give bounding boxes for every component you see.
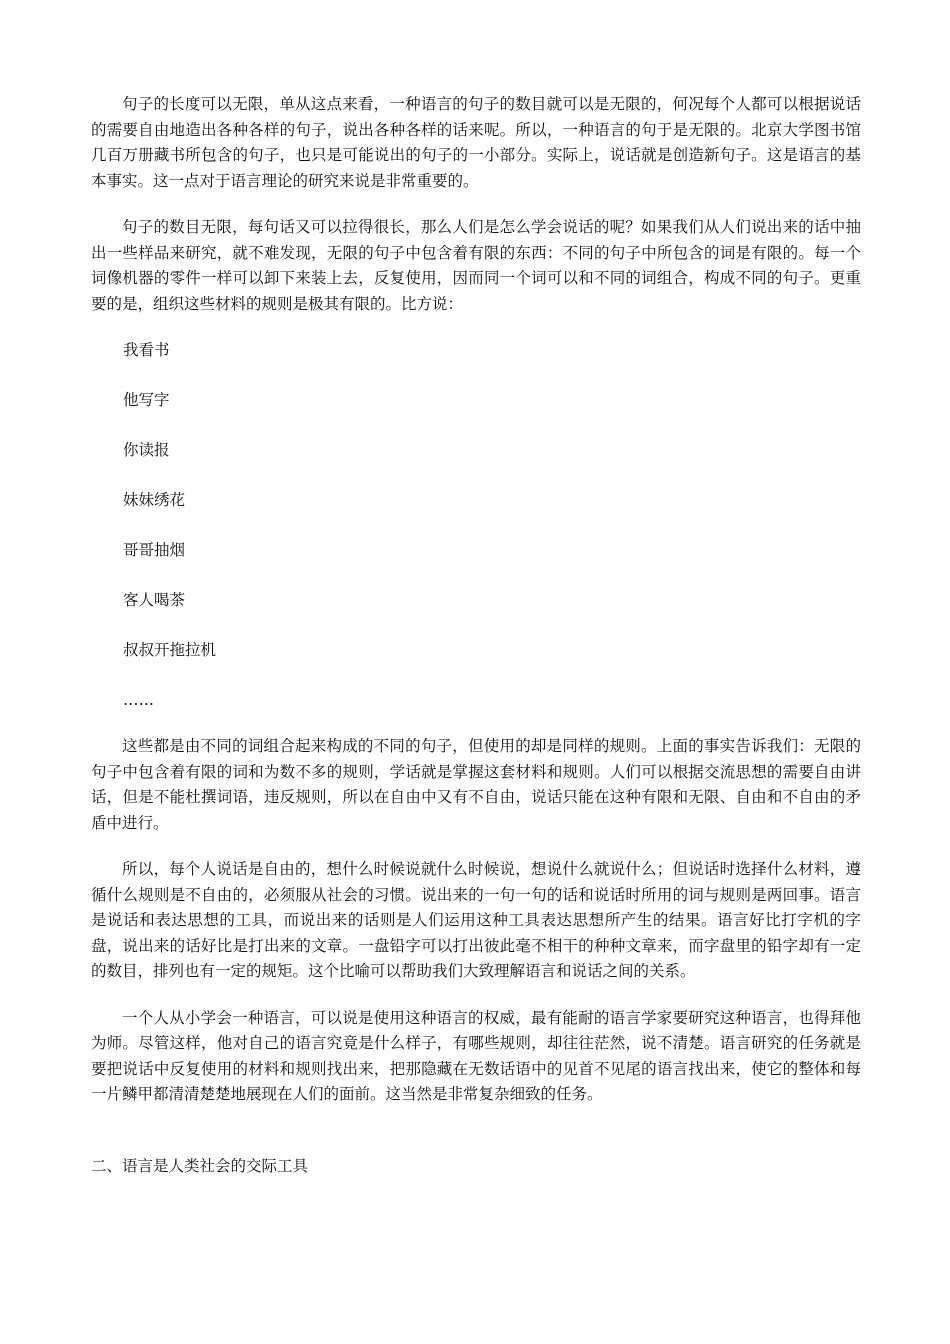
section-heading: 二、语言是人类社会的交际工具 — [91, 1156, 309, 1175]
paragraph-2: 句子的数目无限，每句话又可以拉得很长，那么人们是怎么学会说话的呢？如果我们从人们说出来的话中抽出一些样品来研究，就不难发现，无限的句子中包含着有限的东西：不同的句子中所包含的词是有限的。每一个词像机器的零件一样可以卸下来装上去，反复使用，因而同一个词可以和不同的词组合，构成不同的句子。更重要的是，组织这些材料的规则是极其有限的。比方说： — [91, 218, 861, 313]
example-sentence: 客人喝茶 — [123, 591, 186, 609]
example-sentence: 他写字 — [123, 391, 170, 409]
paragraph-1: 句子的长度可以无限，单从这点来看，一种语言的句子的数目就可以是无限的，何况每个人都可以根据说话的需要自由地造出各种各样的句子，说出各种各样的话来呢。所以，一种语言的句于是无限的。北京大学图书馆几百万册藏书所包含的句子，也只是可能说出的句子的一小部分。实际上，说话就是创造新句子。这是语言的基本事实。这一点对于语言理论的研究来说是非常重要的。 — [91, 95, 861, 190]
example-sentence: 哥哥抽烟 — [123, 541, 186, 559]
example-sentence: 叔叔开拖拉机 — [123, 641, 217, 659]
example-sentence: 妹妹绣花 — [123, 491, 186, 509]
paragraph-4: 所以，每个人说话是自由的，想什么时候说就什么时候说，想说什么就说什么；但说话时选择什么材料，遵循什么规则是不自由的，必须服从社会的习惯。说出来的一句一句的话和说话时所用的词与规则是两回事。语言是说话和表达思想的工具，而说出来的话则是人们运用这种工具表达思想所产生的结果。语言好比打字机的字盘，说出来的话好比是打出来的文章。一盘铅字可以打出彼此毫不相干的种种文章来，而字盘里的铅字却有一定的数目，排列也有一定的规矩。这个比喻可以帮助我们大致理解语言和说话之间的关系。 — [91, 860, 861, 980]
paragraph-5: 一个人从小学会一种语言，可以说是使用这种语言的权威，最有能耐的语言学家要研究这种语言，也得拜他为师。尽管这样，他对自己的语言究竟是什么样子，有哪些规则，却往往茫然，说不清楚。语言研究的任务就是要把说话中反复使用的材料和规则找出来，把那隐藏在无数话语中的见首不见尾的语言找出来，使它的整体和每一片鳞甲都清清楚楚地展现在人们的面前。这当然是非常复杂细致的任务。 — [91, 1008, 861, 1103]
example-sentence: 我看书 — [123, 341, 170, 359]
example-ellipsis: …… — [123, 691, 154, 709]
paragraph-3: 这些都是由不同的词组合起来构成的不同的句子，但使用的却是同样的规则。上面的事实告诉我们：无限的句子中包含着有限的词和为数不多的规则，学话就是掌握这套材料和规则。人们可以根据交流思想的需要自由讲话，但是不能杜撰词语，违反规则，所以在自由中又有不自由，说话只能在这种有限和无限、自由和不自由的矛盾中进行。 — [91, 737, 861, 832]
document-page — [91, 92, 861, 1178]
example-sentence: 你读报 — [123, 441, 170, 459]
